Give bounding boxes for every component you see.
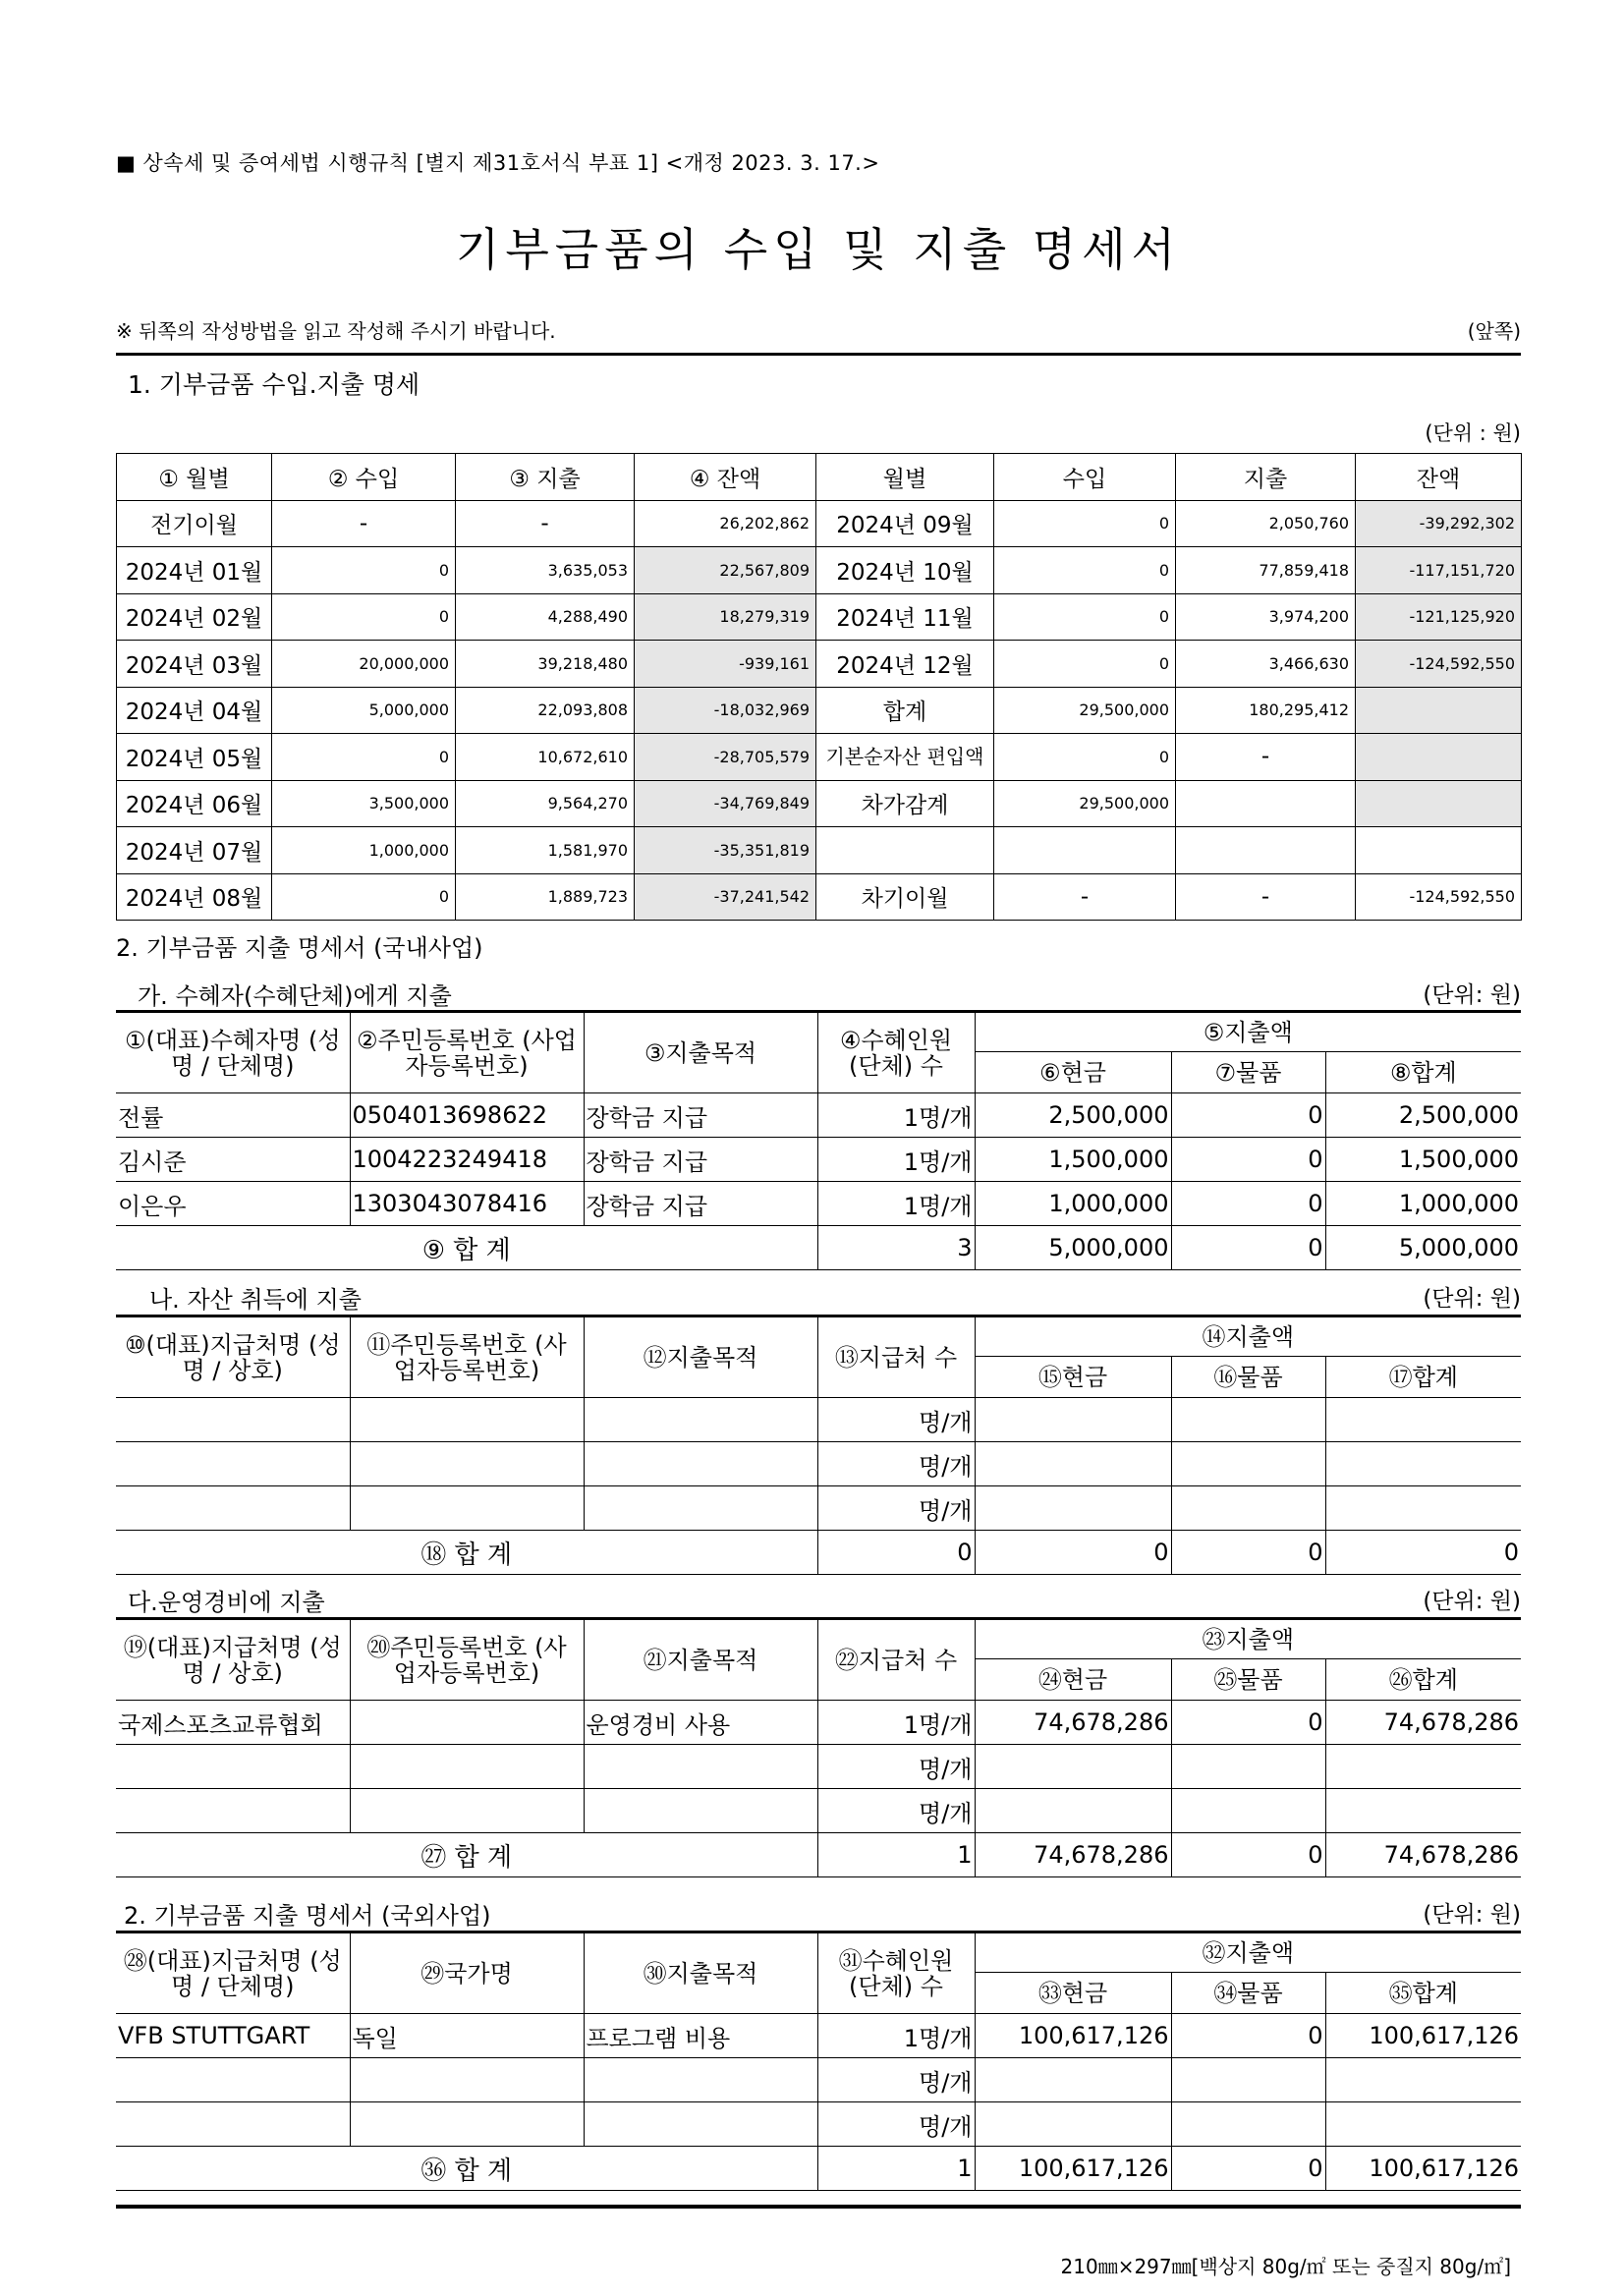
table-row — [117, 593, 1522, 641]
table-row — [117, 641, 1522, 688]
table-cell: -37,241,542 — [635, 873, 816, 921]
table-cell: 9,564,270 — [456, 780, 635, 827]
table-cell — [1325, 1486, 1521, 1531]
section2b-unit: (단위: 원) — [1423, 1286, 1521, 1312]
table-cell: 2024년 07월 — [117, 827, 272, 874]
header-payee: ①(대표)수혜자명 (성명 / 단체명) — [116, 1013, 350, 1093]
table-cell: 10,672,610 — [456, 734, 635, 781]
sum-label: ㉗ 합 계 — [116, 1833, 817, 1877]
table-cell: 1명/개 — [817, 1093, 975, 1138]
table-cell: -28,705,579 — [635, 734, 816, 781]
table-cell: -121,125,920 — [1356, 593, 1522, 641]
sum-cell: 0 — [1325, 1531, 1521, 1575]
table-cell: - — [1176, 734, 1356, 781]
table-cell: 명/개 — [817, 1398, 975, 1442]
header-cash: ㉔현금 — [975, 1659, 1171, 1701]
table-cell: 0504013698622 — [350, 1093, 584, 1138]
table-cell — [350, 1398, 584, 1442]
table-cell — [1176, 827, 1356, 874]
table-cell: 0 — [272, 734, 456, 781]
table-cell — [116, 1789, 350, 1833]
table-cell — [975, 1398, 1171, 1442]
header-goods: ㉞물품 — [1171, 1973, 1325, 2014]
sum-cell: 74,678,286 — [1325, 1833, 1521, 1877]
table-header-row — [116, 1620, 1521, 1659]
table-cell: 1명/개 — [817, 2014, 975, 2058]
header-payee: ㉘(대표)지급처명 (성명 / 단체명) — [116, 1933, 350, 2014]
form-header: ■ 상속세 및 증여세법 시행규칙 [별지 제31호서식 부표 1] <개정 2023. 3. 17.> — [116, 151, 880, 175]
table-cell — [1356, 687, 1522, 734]
table-cell — [116, 1745, 350, 1789]
table-cell: 2024년 02월 — [117, 593, 272, 641]
table-cell — [116, 1442, 350, 1486]
table-cell: 2,050,760 — [1176, 500, 1356, 547]
table-cell — [1171, 2102, 1325, 2147]
table-cell: 이은우 — [116, 1182, 350, 1226]
sum-cell: 1 — [817, 2147, 975, 2191]
table-cell — [350, 1701, 584, 1745]
header-count: ⑬지급처 수 — [817, 1317, 975, 1398]
beneficiary-expense-table — [116, 1012, 1521, 1270]
table-cell: - — [994, 873, 1176, 921]
table-cell: 2,500,000 — [975, 1093, 1171, 1138]
table-cell: 2024년 05월 — [117, 734, 272, 781]
table-cell: 0 — [272, 547, 456, 594]
table-row — [117, 873, 1522, 921]
sum-cell: 100,617,126 — [975, 2147, 1171, 2191]
table-cell — [1356, 827, 1522, 874]
table-cell: 22,567,809 — [635, 547, 816, 594]
table-cell: 3,500,000 — [272, 780, 456, 827]
table-cell — [584, 2058, 817, 2102]
header-id-number: ⑳주민등록번호 (사업자등록번호) — [350, 1620, 584, 1701]
sum-row — [116, 1833, 1521, 1877]
header-count: ㉛수혜인원 (단체) 수 — [817, 1933, 975, 2014]
col-expense: ③ 지출 — [456, 454, 635, 501]
table-cell — [1325, 2058, 1521, 2102]
table-cell — [350, 1789, 584, 1833]
sum-label: ㊱ 합 계 — [116, 2147, 817, 2191]
col-income: ② 수입 — [272, 454, 456, 501]
sum-cell: 74,678,286 — [975, 1833, 1171, 1877]
table-cell: 29,500,000 — [994, 780, 1176, 827]
table-cell: 0 — [1171, 2014, 1325, 2058]
table-cell — [975, 1442, 1171, 1486]
table-cell — [816, 827, 994, 874]
table-row — [116, 1182, 1521, 1226]
section3-title: 2. 기부금품 지출 명세서 (국외사업) — [124, 1902, 491, 1930]
table-cell: 2,500,000 — [1325, 1093, 1521, 1138]
table-cell — [1325, 1442, 1521, 1486]
sum-label: ⑨ 합 계 — [116, 1226, 817, 1270]
table-header-row — [116, 1933, 1521, 1973]
sum-cell: 3 — [817, 1226, 975, 1270]
table-cell: 0 — [272, 873, 456, 921]
table-cell: 0 — [994, 500, 1176, 547]
header-payee: ⑩(대표)지급처명 (성명 / 상호) — [116, 1317, 350, 1398]
table-row — [117, 827, 1522, 874]
col-month-2: 월별 — [816, 454, 994, 501]
table-row — [117, 780, 1522, 827]
table-row — [116, 2014, 1521, 2058]
table-cell — [116, 2102, 350, 2147]
table-cell: 운영경비 사용 — [584, 1701, 817, 1745]
table-row — [116, 1701, 1521, 1745]
table-row — [116, 1486, 1521, 1531]
table-cell — [350, 2102, 584, 2147]
table-cell: 5,000,000 — [272, 687, 456, 734]
table-cell: 장학금 지급 — [584, 1182, 817, 1226]
section2c-title: 다.운영경비에 지출 — [128, 1589, 325, 1616]
table-cell: -939,161 — [635, 641, 816, 688]
table-cell: 합계 — [816, 687, 994, 734]
table-cell: 2024년 03월 — [117, 641, 272, 688]
table-cell: 1명/개 — [817, 1701, 975, 1745]
table-cell — [350, 1442, 584, 1486]
table-cell — [116, 2058, 350, 2102]
sum-cell: 0 — [1171, 1226, 1325, 1270]
table-cell — [975, 1789, 1171, 1833]
table-cell — [1171, 1486, 1325, 1531]
table-row — [116, 1138, 1521, 1182]
table-cell: 명/개 — [817, 1486, 975, 1531]
header-purpose: ⑫지출목적 — [584, 1317, 817, 1398]
table-cell: 명/개 — [817, 1745, 975, 1789]
header-payee: ⑲(대표)지급처명 (성명 / 상호) — [116, 1620, 350, 1701]
header-total: ⑧합계 — [1325, 1052, 1521, 1093]
header-cash: ⑥현금 — [975, 1052, 1171, 1093]
table-row — [116, 1789, 1521, 1833]
table-row — [116, 1093, 1521, 1138]
table-cell — [1325, 1398, 1521, 1442]
header-total: ⑰합계 — [1325, 1357, 1521, 1398]
table-cell: 20,000,000 — [272, 641, 456, 688]
table-cell — [975, 2102, 1171, 2147]
header-count: ④수혜인원 (단체) 수 — [817, 1013, 975, 1093]
table-cell: 77,859,418 — [1176, 547, 1356, 594]
table-cell: 0 — [994, 547, 1176, 594]
table-cell: - — [456, 500, 635, 547]
header-count: ㉒지급처 수 — [817, 1620, 975, 1701]
section2-title: 2. 기부금품 지출 명세서 (국내사업) — [116, 934, 483, 962]
header-purpose: ㉚지출목적 — [584, 1933, 817, 2014]
table-cell — [1325, 2102, 1521, 2147]
table-cell: 180,295,412 — [1176, 687, 1356, 734]
table-row — [116, 2058, 1521, 2102]
table-cell: 전기이월 — [117, 500, 272, 547]
table-cell — [1176, 780, 1356, 827]
table-cell: 1303043078416 — [350, 1182, 584, 1226]
table-cell: 국제스포츠교류협회 — [116, 1701, 350, 1745]
table-row — [116, 1745, 1521, 1789]
table-cell: 차가감계 — [816, 780, 994, 827]
operating-expense-table — [116, 1619, 1521, 1877]
table-cell: -117,151,720 — [1356, 547, 1522, 594]
table-row — [116, 1398, 1521, 1442]
table-cell — [1171, 2058, 1325, 2102]
table-cell: 100,617,126 — [1325, 2014, 1521, 2058]
table-cell: -124,592,550 — [1356, 641, 1522, 688]
table-cell: 2024년 12월 — [816, 641, 994, 688]
table-cell: 2024년 09월 — [816, 500, 994, 547]
sum-row — [116, 1226, 1521, 1270]
table-cell: 0 — [1171, 1093, 1325, 1138]
table-cell — [975, 1486, 1171, 1531]
table-cell: 74,678,286 — [1325, 1701, 1521, 1745]
header-cash: ⑮현금 — [975, 1357, 1171, 1398]
table-cell — [116, 1486, 350, 1531]
header-id-number: ⑪주민등록번호 (사업자등록번호) — [350, 1317, 584, 1398]
table-cell: 2024년 08월 — [117, 873, 272, 921]
section1-unit: (단위 : 원) — [1425, 421, 1521, 445]
table-row — [116, 2102, 1521, 2147]
sum-cell: 0 — [1171, 2147, 1325, 2191]
table-cell: 장학금 지급 — [584, 1093, 817, 1138]
header-amount: ㉓지출액 — [975, 1620, 1521, 1659]
col-balance-2: 잔액 — [1356, 454, 1522, 501]
table-cell — [350, 1486, 584, 1531]
table-cell — [1171, 1789, 1325, 1833]
table-header-row — [117, 454, 1522, 501]
table-cell: 74,678,286 — [975, 1701, 1171, 1745]
paper-spec: 210㎜×297㎜[백상지 80g/㎡ 또는 중질지 80g/㎡] — [1060, 2255, 1511, 2278]
header-id-number: ②주민등록번호 (사업자등록번호) — [350, 1013, 584, 1093]
table-cell: 장학금 지급 — [584, 1138, 817, 1182]
col-expense-2: 지출 — [1176, 454, 1356, 501]
sum-cell: 5,000,000 — [1325, 1226, 1521, 1270]
section2a-unit: (단위: 원) — [1423, 982, 1521, 1008]
table-cell: -18,032,969 — [635, 687, 816, 734]
table-cell: 2024년 11월 — [816, 593, 994, 641]
notice-text: ※ 뒤쪽의 작성방법을 읽고 작성해 주시기 바랍니다. — [116, 319, 556, 343]
table-cell: 1004223249418 — [350, 1138, 584, 1182]
table-cell — [350, 1745, 584, 1789]
table-cell — [584, 1789, 817, 1833]
table-cell: 18,279,319 — [635, 593, 816, 641]
table-cell: VFB STUTTGART — [116, 2014, 350, 2058]
section2b-title: 나. 자산 취득에 지출 — [149, 1286, 362, 1314]
header-goods: ⑦물품 — [1171, 1052, 1325, 1093]
sum-cell: 1 — [817, 1833, 975, 1877]
table-cell — [1356, 734, 1522, 781]
header-goods: ⑯물품 — [1171, 1357, 1325, 1398]
table-cell: 26,202,862 — [635, 500, 816, 547]
table-cell: - — [1176, 873, 1356, 921]
table-cell: 기본순자산 편입액 — [816, 734, 994, 781]
table-cell — [584, 1486, 817, 1531]
header-total: ㉖합계 — [1325, 1659, 1521, 1701]
col-income-2: 수입 — [994, 454, 1176, 501]
table-cell: -34,769,849 — [635, 780, 816, 827]
table-cell — [584, 1745, 817, 1789]
table-cell — [584, 1398, 817, 1442]
table-cell — [975, 1745, 1171, 1789]
table-cell — [1356, 780, 1522, 827]
table-cell: 1,889,723 — [456, 873, 635, 921]
table-cell: 0 — [994, 593, 1176, 641]
col-month: ① 월별 — [117, 454, 272, 501]
section2a-title: 가. 수혜자(수혜단체)에게 지출 — [138, 982, 452, 1010]
table-cell: -124,592,550 — [1356, 873, 1522, 921]
sum-cell: 0 — [1171, 1833, 1325, 1877]
table-cell — [584, 1442, 817, 1486]
table-cell: 명/개 — [817, 2102, 975, 2147]
table-cell: 0 — [994, 641, 1176, 688]
table-cell — [1171, 1745, 1325, 1789]
header-amount: ⑤지출액 — [975, 1013, 1521, 1052]
header-goods: ㉕물품 — [1171, 1659, 1325, 1701]
top-rule — [116, 353, 1521, 356]
table-cell: 22,093,808 — [456, 687, 635, 734]
table-header-row — [116, 1317, 1521, 1357]
table-cell: 1명/개 — [817, 1138, 975, 1182]
table-cell — [116, 1398, 350, 1442]
table-cell: 1,000,000 — [1325, 1182, 1521, 1226]
table-cell: 1명/개 — [817, 1182, 975, 1226]
header-id-number: ㉙국가명 — [350, 1933, 584, 2014]
table-cell: 0 — [994, 734, 1176, 781]
table-cell: 39,218,480 — [456, 641, 635, 688]
table-cell — [1325, 1745, 1521, 1789]
table-cell: 2024년 04월 — [117, 687, 272, 734]
table-cell: 2024년 10월 — [816, 547, 994, 594]
header-purpose: ㉑지출목적 — [584, 1620, 817, 1701]
table-cell: 1,500,000 — [1325, 1138, 1521, 1182]
table-cell — [350, 2058, 584, 2102]
overseas-expense-table — [116, 1932, 1521, 2191]
income-expense-body — [117, 500, 1522, 921]
table-header-row — [116, 1013, 1521, 1052]
table-cell: 1,581,970 — [456, 827, 635, 874]
table-cell: 0 — [272, 593, 456, 641]
sum-row — [116, 2147, 1521, 2191]
table-cell: 2024년 06월 — [117, 780, 272, 827]
table-cell: 0 — [1171, 1701, 1325, 1745]
header-amount: ⑭지출액 — [975, 1317, 1521, 1357]
table-cell: 1,000,000 — [975, 1182, 1171, 1226]
table-cell: 김시준 — [116, 1138, 350, 1182]
table-cell: 3,466,630 — [1176, 641, 1356, 688]
table-cell: 29,500,000 — [994, 687, 1176, 734]
table-cell: 3,974,200 — [1176, 593, 1356, 641]
table-cell: 100,617,126 — [975, 2014, 1171, 2058]
table-cell: 3,635,053 — [456, 547, 635, 594]
sum-cell: 100,617,126 — [1325, 2147, 1521, 2191]
table-cell — [1171, 1398, 1325, 1442]
section2c-unit: (단위: 원) — [1423, 1589, 1521, 1614]
bottom-rule — [116, 2205, 1521, 2209]
sum-cell: 5,000,000 — [975, 1226, 1171, 1270]
table-cell: 명/개 — [817, 2058, 975, 2102]
sum-label: ⑱ 합 계 — [116, 1531, 817, 1575]
table-cell: 프로그램 비용 — [584, 2014, 817, 2058]
table-cell — [1325, 1789, 1521, 1833]
sum-cell: 0 — [817, 1531, 975, 1575]
table-cell — [584, 2102, 817, 2147]
table-cell: 2024년 01월 — [117, 547, 272, 594]
header-cash: ㉝현금 — [975, 1973, 1171, 2014]
header-amount: ㉜지출액 — [975, 1933, 1521, 1973]
table-cell: -39,292,302 — [1356, 500, 1522, 547]
table-cell: 명/개 — [817, 1789, 975, 1833]
sum-cell: 0 — [975, 1531, 1171, 1575]
table-cell: -35,351,819 — [635, 827, 816, 874]
table-cell: 명/개 — [817, 1442, 975, 1486]
table-cell: 전률 — [116, 1093, 350, 1138]
table-row — [116, 1442, 1521, 1486]
table-cell — [994, 827, 1176, 874]
income-expense-table — [116, 453, 1522, 921]
table-cell: 독일 — [350, 2014, 584, 2058]
asset-expense-table — [116, 1316, 1521, 1575]
table-cell: 0 — [1171, 1138, 1325, 1182]
header-total: ㉟합계 — [1325, 1973, 1521, 2014]
table-cell: 1,000,000 — [272, 827, 456, 874]
table-cell: 차기이월 — [816, 873, 994, 921]
side-label: (앞쪽) — [1467, 319, 1521, 343]
sum-row — [116, 1531, 1521, 1575]
table-cell: 0 — [1171, 1182, 1325, 1226]
section3-unit: (단위: 원) — [1423, 1902, 1521, 1928]
table-row — [117, 734, 1522, 781]
table-cell: 1,500,000 — [975, 1138, 1171, 1182]
table-cell: 4,288,490 — [456, 593, 635, 641]
table-row — [117, 547, 1522, 594]
table-cell — [975, 2058, 1171, 2102]
page-title: 기부금품의 수입 및 지출 명세서 — [455, 223, 1182, 276]
table-cell: - — [272, 500, 456, 547]
header-purpose: ③지출목적 — [584, 1013, 817, 1093]
table-row — [117, 687, 1522, 734]
section1-title: 1. 기부금품 수입.지출 명세 — [128, 370, 420, 399]
table-cell — [1171, 1442, 1325, 1486]
table-row — [117, 500, 1522, 547]
sum-cell: 0 — [1171, 1531, 1325, 1575]
col-balance: ④ 잔액 — [635, 454, 816, 501]
